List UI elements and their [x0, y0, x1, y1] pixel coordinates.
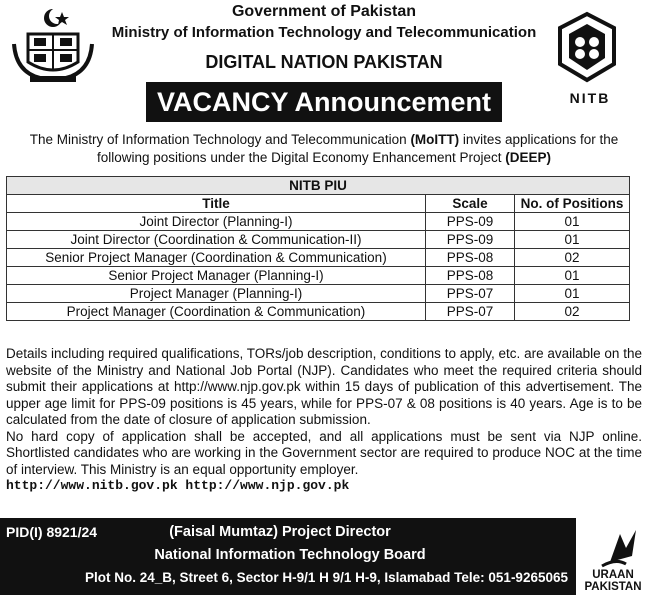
row-scale: PPS-08 [426, 249, 515, 267]
table-row [7, 213, 630, 231]
row-title: Project Manager (Coordination & Communication) [7, 303, 426, 321]
row-positions: 01 [515, 285, 630, 303]
row-positions: 01 [515, 213, 630, 231]
signatory-line: (Faisal Mumtaz) Project Director [169, 524, 391, 540]
row-scale: PPS-09 [426, 231, 515, 249]
government-heading: Government of Pakistan [231, 3, 417, 20]
details-section [6, 346, 642, 495]
positions-table [6, 176, 630, 321]
row-scale: PPS-08 [426, 267, 515, 285]
row-positions: 02 [515, 303, 630, 321]
row-scale: PPS-09 [426, 213, 515, 231]
footer-panel [0, 518, 576, 595]
row-scale: PPS-07 [426, 285, 515, 303]
header [0, 0, 648, 125]
intro-abbr-moitt: (MoITT) [410, 132, 460, 147]
uraan-pakistan-logo-text [578, 569, 648, 593]
nitb-logo-text: NITB [569, 90, 611, 106]
intro-abbr-deep: (DEEP) [505, 150, 551, 165]
row-title: Project Manager (Planning-I) [7, 285, 426, 303]
vacancy-banner: VACANCY Announcement [146, 82, 502, 122]
table-section-row [7, 177, 630, 195]
table-row [7, 267, 630, 285]
details-paragraph-1: Details including required qualifications, TORs/job description, conditions to apply, etc. are available on the website of the Ministry and National Job Portal (NJP). Candidates who meet the required criteria should submit their applications at http://www.njp.gov.pk within 15 days of publication of this advertisement. The upper age limit for PPS-09 positions is 45 years, while for PPS-07 & 08 positions is 40 years. Age is to be calculated from the date of closure of application submission. [6, 346, 642, 427]
row-title: Senior Project Manager (Planning-I) [7, 267, 426, 285]
row-title: Joint Director (Planning-I) [7, 213, 426, 231]
row-positions: 02 [515, 249, 630, 267]
row-scale: PPS-07 [426, 303, 515, 321]
details-paragraph-2: No hard copy of application shall be accepted, and all applications must be sent via NJP online. Shortlisted candidates who are working in the Government sector are required to produce NOC at the time of interview. This Ministry is an equal opportunity employer. [6, 428, 642, 477]
website-links[interactable]: http://www.nitb.gov.pk http://www.njp.gov.pk [6, 478, 350, 493]
ministry-heading: Ministry of Information Technology and Telecommunication [111, 24, 537, 41]
table-row [7, 249, 630, 267]
nitb-logo-icon [552, 10, 622, 90]
intro-text [6, 131, 642, 167]
row-title: Joint Director (Coordination & Communication-II) [7, 231, 426, 249]
row-title: Senior Project Manager (Coordination & Communication) [7, 249, 426, 267]
table-section-label: NITB PIU [7, 177, 630, 195]
row-positions: 01 [515, 267, 630, 285]
program-heading: DIGITAL NATION PAKISTAN [205, 52, 443, 72]
table-header-row [7, 195, 630, 213]
column-header-scale: Scale [426, 195, 515, 213]
uraan-line-2: PAKISTAN [584, 581, 642, 593]
column-header-title: Title [7, 195, 426, 213]
pid-number: PID(I) 8921/24 [6, 524, 98, 540]
table-row [7, 285, 630, 303]
table-row [7, 231, 630, 249]
row-positions: 01 [515, 231, 630, 249]
footer [0, 518, 648, 595]
intro-part1: The Ministry of Information Technology and Telecommunication [29, 132, 411, 147]
address-line: Plot No. 24_B, Street 6, Sector H-9/1 H 9/1 H-9, Islamabad Tele: 051-9265065 [85, 570, 568, 585]
intro-part2: invites applications for the following positions under the Digital Economy Enhancement Project [97, 132, 619, 165]
column-header-positions: No. of Positions [515, 195, 630, 213]
organization-line: National Information Technology Board [154, 547, 426, 563]
uraan-line-1: URAAN [592, 569, 634, 581]
table-row [7, 303, 630, 321]
